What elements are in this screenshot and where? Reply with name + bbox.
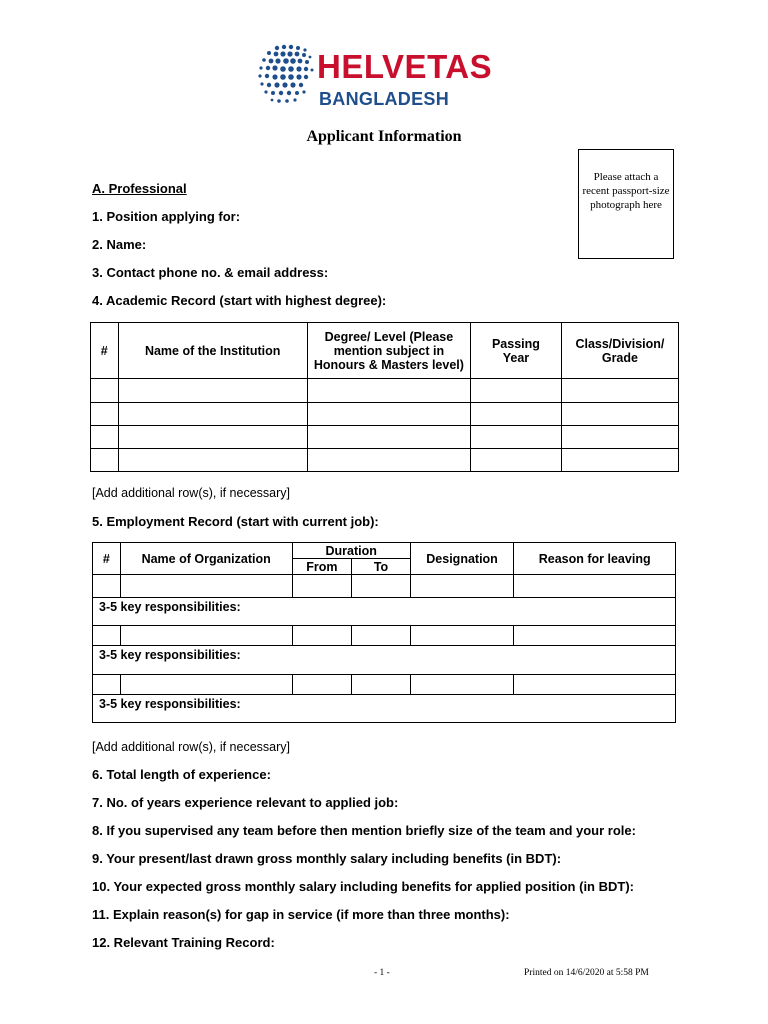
logo-name: HELVETAS <box>317 48 493 85</box>
table-cell[interactable] <box>410 675 514 695</box>
table-cell[interactable] <box>120 626 292 646</box>
logo-subtitle: BANGLADESH <box>319 89 450 109</box>
table-cell[interactable] <box>471 426 562 449</box>
column-header: From <box>292 559 352 575</box>
table-cell[interactable] <box>352 675 411 695</box>
table-cell[interactable] <box>514 626 676 646</box>
question-11: 11. Explain reason(s) for gap in service (if more than three months): <box>92 907 510 922</box>
table-cell[interactable] <box>307 379 470 403</box>
table-cell[interactable] <box>118 449 307 472</box>
table-cell[interactable] <box>93 675 121 695</box>
table-cell[interactable] <box>292 626 352 646</box>
question-9: 9. Your present/last drawn gross monthly salary including benefits (in BDT): <box>92 851 562 866</box>
question-12: 12. Relevant Training Record: <box>92 935 275 950</box>
responsibilities-row <box>93 695 676 723</box>
table-row <box>91 403 679 426</box>
column-header: # <box>91 323 119 379</box>
column-header: Duration <box>292 543 410 559</box>
table-cell[interactable] <box>91 403 119 426</box>
column-header: # <box>93 543 121 575</box>
responsibilities-label[interactable]: 3-5 key responsibilities: <box>93 695 676 723</box>
question-7: 7. No. of years experience relevant to applied job: <box>92 795 399 810</box>
academic-record-table <box>90 322 679 472</box>
add-rows-note: [Add additional row(s), if necessary] <box>92 486 291 500</box>
table-cell[interactable] <box>93 575 121 598</box>
question-5: 5. Employment Record (start with current job): <box>92 514 379 529</box>
table-cell[interactable] <box>410 575 514 598</box>
responsibilities-row <box>93 646 676 675</box>
table-header-row <box>91 323 679 379</box>
helvetas-logo <box>255 40 515 112</box>
table-cell[interactable] <box>471 379 562 403</box>
table-header-row <box>93 543 676 559</box>
column-header: Degree/ Level (Please mention subject in Honours & Masters level) <box>307 323 470 379</box>
print-timestamp: Printed on 14/6/2020 at 5:58 PM <box>524 968 649 978</box>
page-number: - 1 - <box>374 968 390 978</box>
table-cell[interactable] <box>352 626 411 646</box>
globe-icon <box>255 40 315 110</box>
column-header: Designation <box>410 543 514 575</box>
table-row <box>91 426 679 449</box>
table-row <box>93 575 676 598</box>
table-cell[interactable] <box>93 626 121 646</box>
question-1: 1. Position applying for: <box>92 209 241 224</box>
question-4: 4. Academic Record (start with highest degree): <box>92 293 387 308</box>
table-cell[interactable] <box>307 403 470 426</box>
table-cell[interactable] <box>352 575 411 598</box>
table-cell[interactable] <box>118 426 307 449</box>
question-2: 2. Name: <box>92 237 147 252</box>
table-cell[interactable] <box>118 403 307 426</box>
table-cell[interactable] <box>118 379 307 403</box>
question-6: 6. Total length of experience: <box>92 767 271 782</box>
table-cell[interactable] <box>307 449 470 472</box>
table-cell[interactable] <box>561 403 678 426</box>
table-cell[interactable] <box>561 449 678 472</box>
column-header: Class/Division/ Grade <box>561 323 678 379</box>
responsibilities-row <box>93 598 676 626</box>
table-cell[interactable] <box>91 426 119 449</box>
question-10: 10. Your expected gross monthly salary including benefits for applied position (in BDT): <box>92 879 634 894</box>
table-cell[interactable] <box>471 449 562 472</box>
add-rows-note: [Add additional row(s), if necessary] <box>92 740 291 754</box>
table-row <box>93 675 676 695</box>
photo-placeholder-box[interactable] <box>578 149 674 259</box>
responsibilities-label[interactable]: 3-5 key responsibilities: <box>93 646 676 675</box>
table-cell[interactable] <box>120 675 292 695</box>
column-header: Passing Year <box>471 323 562 379</box>
table-cell[interactable] <box>307 426 470 449</box>
table-cell[interactable] <box>471 403 562 426</box>
responsibilities-label[interactable]: 3-5 key responsibilities: <box>93 598 676 626</box>
column-header: Name of Organization <box>120 543 292 575</box>
table-row <box>91 449 679 472</box>
question-8: 8. If you supervised any team before then mention briefly size of the team and your role: <box>92 823 636 838</box>
table-row <box>93 626 676 646</box>
column-header: Name of the Institution <box>118 323 307 379</box>
photo-note: Please attach a recent passport-size photograph here <box>582 171 670 211</box>
page-title: Applicant Information <box>306 128 462 145</box>
table-cell[interactable] <box>514 575 676 598</box>
table-row <box>91 379 679 403</box>
question-3: 3. Contact phone no. & email address: <box>92 265 329 280</box>
table-cell[interactable] <box>292 675 352 695</box>
table-cell[interactable] <box>91 449 119 472</box>
section-a-heading: A. Professional <box>92 181 187 196</box>
column-header: To <box>352 559 411 575</box>
table-cell[interactable] <box>120 575 292 598</box>
column-header: Reason for leaving <box>514 543 676 575</box>
table-cell[interactable] <box>514 675 676 695</box>
employment-record-table <box>92 542 676 723</box>
table-cell[interactable] <box>292 575 352 598</box>
table-cell[interactable] <box>91 379 119 403</box>
table-cell[interactable] <box>561 426 678 449</box>
table-cell[interactable] <box>561 379 678 403</box>
table-cell[interactable] <box>410 626 514 646</box>
